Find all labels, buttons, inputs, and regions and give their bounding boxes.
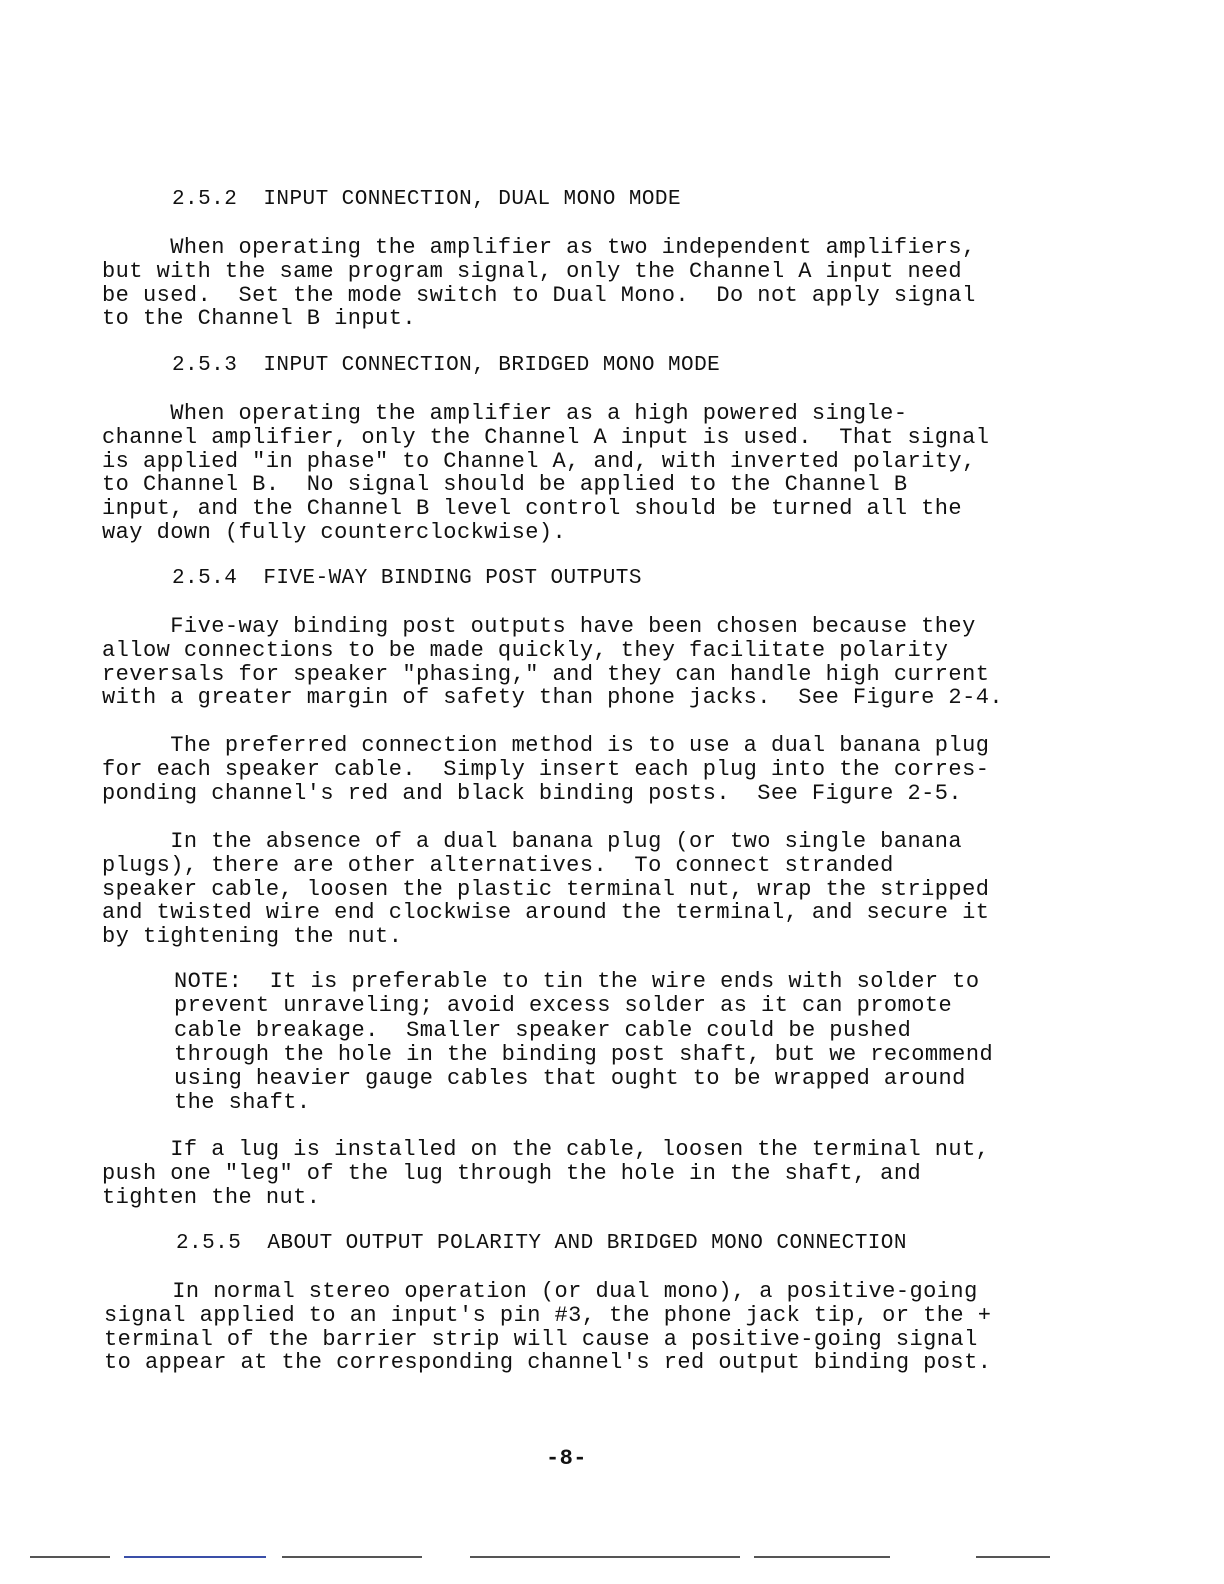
paragraph-stranded-cable: In the absence of a dual banana plug (or two single banana plugs), there are other alternatives. To connect stranded speaker cable, loosen the plastic terminal nut, wrap the stripped and twisted wire end clockwise around the terminal, and secure it by tightening the nut. (102, 829, 990, 950)
paragraph-lug: If a lug is installed on the cable, loosen the terminal nut, push one "leg" of the lug through the hole in the shaft, and tighten the nut. (102, 1137, 990, 1210)
paragraph-output-polarity: In normal stereo operation (or dual mono), a positive-going signal applied to an input's pin #3, the phone jack tip, or the + terminal of the barrier strip will cause a positive-going signal to appear at the corresponding channel's red output binding post. (104, 1279, 992, 1376)
heading-2-5-3: 2.5.3 INPUT CONNECTION, BRIDGED MONO MODE (172, 354, 721, 377)
paragraph-bridged-mono: When operating the amplifier as a high powered single- channel amplifier, only the Channel A input is used. That signal is applied "in phase" to Channel A, and, with inverted polarity, to Channel B. No signal should be applied to the Channel B input, and the Channel B level control should be turned all the way down (fully counterclockwise). (102, 401, 990, 545)
heading-2-5-5: 2.5.5 ABOUT OUTPUT POLARITY AND BRIDGED MONO CONNECTION (176, 1232, 907, 1255)
paragraph-binding-posts: Five-way binding post outputs have been chosen because they allow connections to be made quickly, they facilitate polarity reversals for speaker "phasing," and they can handle high current with a greater margin of safety than phone jacks. See Figure 2-4. (102, 614, 1004, 711)
page-number: -8- (546, 1446, 587, 1471)
paragraph-dual-mono: When operating the amplifier as two independent amplifiers, but with the same program signal, only the Channel A input need be used. Set the mode switch to Dual Mono. Do not apply signal to the Channel B input. (102, 235, 976, 332)
heading-2-5-4: 2.5.4 FIVE-WAY BINDING POST OUTPUTS (172, 567, 642, 590)
heading-2-5-2: 2.5.2 INPUT CONNECTION, DUAL MONO MODE (172, 188, 682, 211)
note-tin-wire: NOTE: It is preferable to tin the wire ends with solder to prevent unraveling; avoid excess solder as it can promote cable breakage. Smaller speaker cable could be pushed through the hole in the binding post shaft, but we recommend using heavier gauge cables that ought to be wrapped around the shaft. (174, 969, 994, 1116)
paragraph-banana-plug: The preferred connection method is to use a dual banana plug for each speaker cable. Simply insert each plug into the corres- ponding channel's red and black binding posts. See Figure 2-5. (102, 733, 990, 806)
